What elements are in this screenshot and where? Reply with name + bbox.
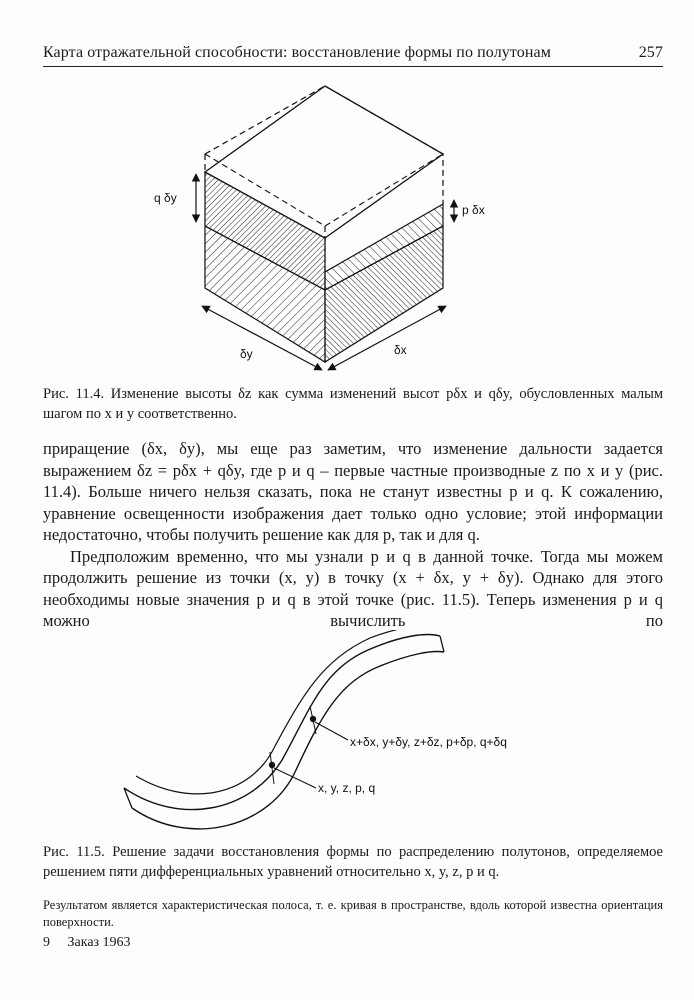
running-title: Карта отражательной способности: восстановление формы по полутонам: [43, 44, 551, 61]
point-x-y: [269, 762, 275, 768]
body-text: [43, 438, 663, 632]
running-header: [43, 44, 663, 62]
header-rule: [43, 66, 663, 67]
page-number: 257: [638, 44, 663, 61]
characteristic-strip: [124, 630, 444, 829]
signature-number: 9: [43, 935, 50, 950]
order-number: Заказ 1963: [67, 935, 131, 950]
label-q-dy: q δy: [154, 191, 177, 205]
figure-11-5: [110, 630, 580, 830]
figure-11-5-caption: Рис. 11.5. Решение задачи восстановления формы по распределению полутонов, определяемое решением пяти дифференциальных уравнений относительно x, y, z, p и q.: [43, 844, 663, 880]
figure-11-4: [150, 78, 510, 378]
strip-inner-edge: [136, 630, 436, 794]
label-dy: δy: [240, 347, 253, 361]
box-drawing: [205, 86, 443, 362]
paragraph-1: приращение (δx, δy), мы еще раз заметим, что изменение дальности задается выражением δz = pδx + qδy, где p и q – первые частные производные z по x и y (рис. 11.4). Больше ничего нельзя сказать, пока не станут известны p и q. К сожалению, уравнение освещенности изображения дает только одно условие; этой информации недостаточно, чтобы получить решение как для p, так и для q.: [43, 439, 663, 544]
page-footer: [43, 935, 131, 951]
paragraph-2: Предположим временно, что мы узнали p и q в данной точке. Тогда мы можем продолжить решение из точки (x, y) в точку (x + δx, y + δy). Однако для этого необходимы новые значения p и q в этой точке (рис. 11.5). Теперь изменения p и q можно вычислить по: [43, 546, 663, 630]
point-next: [310, 716, 316, 722]
figure-11-4-caption: Рис. 11.4. Изменение высоты δz как сумма изменений высот pδx и qδy, обусловленных малым шагом по x и y соответственно.: [43, 386, 663, 422]
label-p-dx: p δx: [462, 203, 485, 217]
figure-11-5-footnote: Результатом является характеристическая полоса, т. е. кривая в пространстве, вдоль которой известна ориентация поверхности.: [43, 898, 663, 929]
label-next-point: x+δx, y+δy, z+δz, p+δp, q+δq: [350, 735, 507, 749]
label-dx: δx: [394, 343, 407, 357]
label-point: x, y, z, p, q: [318, 781, 376, 795]
